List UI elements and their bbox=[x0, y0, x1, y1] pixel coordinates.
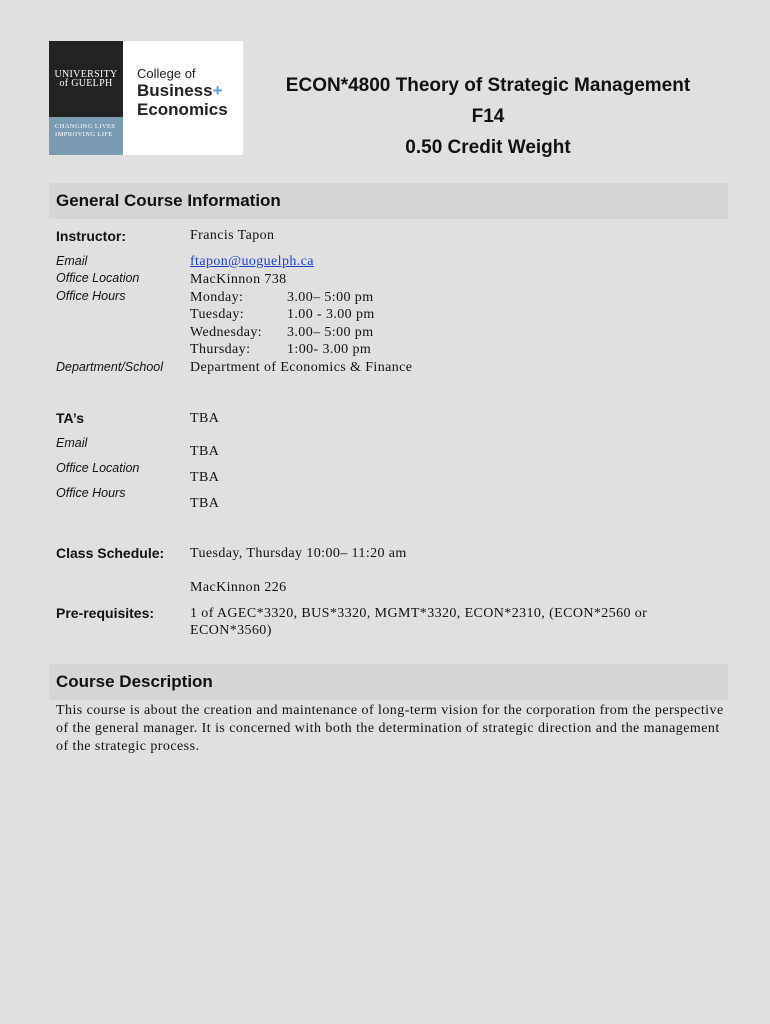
ta-email: TBA bbox=[190, 444, 220, 459]
credit-weight: 0.50 Credit Weight bbox=[405, 137, 571, 158]
ta-name: TBA bbox=[190, 411, 220, 426]
office-location-label: Office Location bbox=[56, 271, 140, 285]
instructor-label: Instructor: bbox=[56, 228, 126, 244]
class-schedule-label: Class Schedule: bbox=[56, 545, 165, 561]
college-name-line-2 bbox=[137, 81, 243, 100]
university-name-block bbox=[49, 41, 123, 117]
section-heading-description: Course Description bbox=[49, 664, 728, 700]
office-hours-label: Office Hours bbox=[56, 289, 126, 303]
office-hours-time: 1:00- 3.00 pm bbox=[287, 342, 372, 357]
instructor-email[interactable]: ftapon@uoguelph.ca bbox=[190, 254, 314, 269]
email-label: Email bbox=[56, 254, 88, 268]
office-hours-day: Wednesday: bbox=[190, 325, 263, 340]
university-tagline bbox=[49, 117, 123, 155]
instructor-name: Francis Tapon bbox=[190, 228, 275, 243]
tagline-line-2: IMPROVING LIFE bbox=[55, 131, 113, 138]
office-hours-row bbox=[190, 290, 373, 306]
department-label: Department/School bbox=[56, 360, 164, 374]
office-hours-day: Thursday: bbox=[190, 342, 251, 357]
college-name-line-1: College of bbox=[137, 66, 196, 81]
office-hours-time: 3.00– 5:00 pm bbox=[287, 290, 374, 305]
class-location: MacKinnon 226 bbox=[190, 580, 287, 595]
ta-label: TA’s bbox=[56, 410, 85, 426]
plus-icon: + bbox=[212, 81, 223, 100]
section-heading-general: General Course Information bbox=[49, 183, 728, 219]
ta-hours: TBA bbox=[190, 496, 220, 511]
ta-hours-label: Office Hours bbox=[56, 486, 126, 500]
ta-office: TBA bbox=[190, 470, 220, 485]
college-name-business: Business bbox=[137, 81, 213, 100]
ta-office-label: Office Location bbox=[56, 461, 140, 475]
office-hours-time: 1.00 - 3.00 pm bbox=[287, 307, 375, 322]
prerequisites: 1 of AGEC*3320, BUS*3320, MGMT*3320, ECON*2310, (ECON*2560 or ECON*3560) bbox=[190, 606, 648, 638]
college-name-line-3: Economics bbox=[137, 100, 228, 119]
office-hours-row bbox=[190, 325, 373, 341]
office-location: MacKinnon 738 bbox=[190, 272, 287, 287]
instructor-email-link[interactable] bbox=[190, 254, 314, 270]
office-hours-day: Tuesday: bbox=[190, 307, 245, 322]
course-title: ECON*4800 Theory of Strategic Management bbox=[285, 75, 691, 96]
office-hours-row bbox=[190, 342, 371, 358]
office-hours-row bbox=[190, 307, 375, 323]
university-logo bbox=[49, 41, 123, 155]
department: Department of Economics & Finance bbox=[190, 360, 413, 375]
college-name-block bbox=[123, 41, 243, 155]
office-hours-time: 3.00– 5:00 pm bbox=[287, 325, 374, 340]
college-logo bbox=[49, 41, 243, 155]
office-hours-day: Monday: bbox=[190, 290, 244, 305]
course-title-block bbox=[258, 70, 718, 163]
tagline-line-1: CHANGING LIVES bbox=[55, 123, 116, 130]
ta-email-label: Email bbox=[56, 436, 88, 450]
course-description-text: This course is about the creation and maintenance of long-term vision for the corporation from the perspective of the general manager. It is concerned with both the determination of strategic direction and the management of the strategic process. bbox=[56, 703, 724, 754]
university-name: UNIVERSITY of GUELPH bbox=[54, 69, 118, 89]
course-term: F14 bbox=[471, 106, 505, 127]
prerequisites-label: Pre-requisites: bbox=[56, 605, 155, 621]
class-schedule: Tuesday, Thursday 10:00– 11:20 am bbox=[190, 546, 407, 561]
